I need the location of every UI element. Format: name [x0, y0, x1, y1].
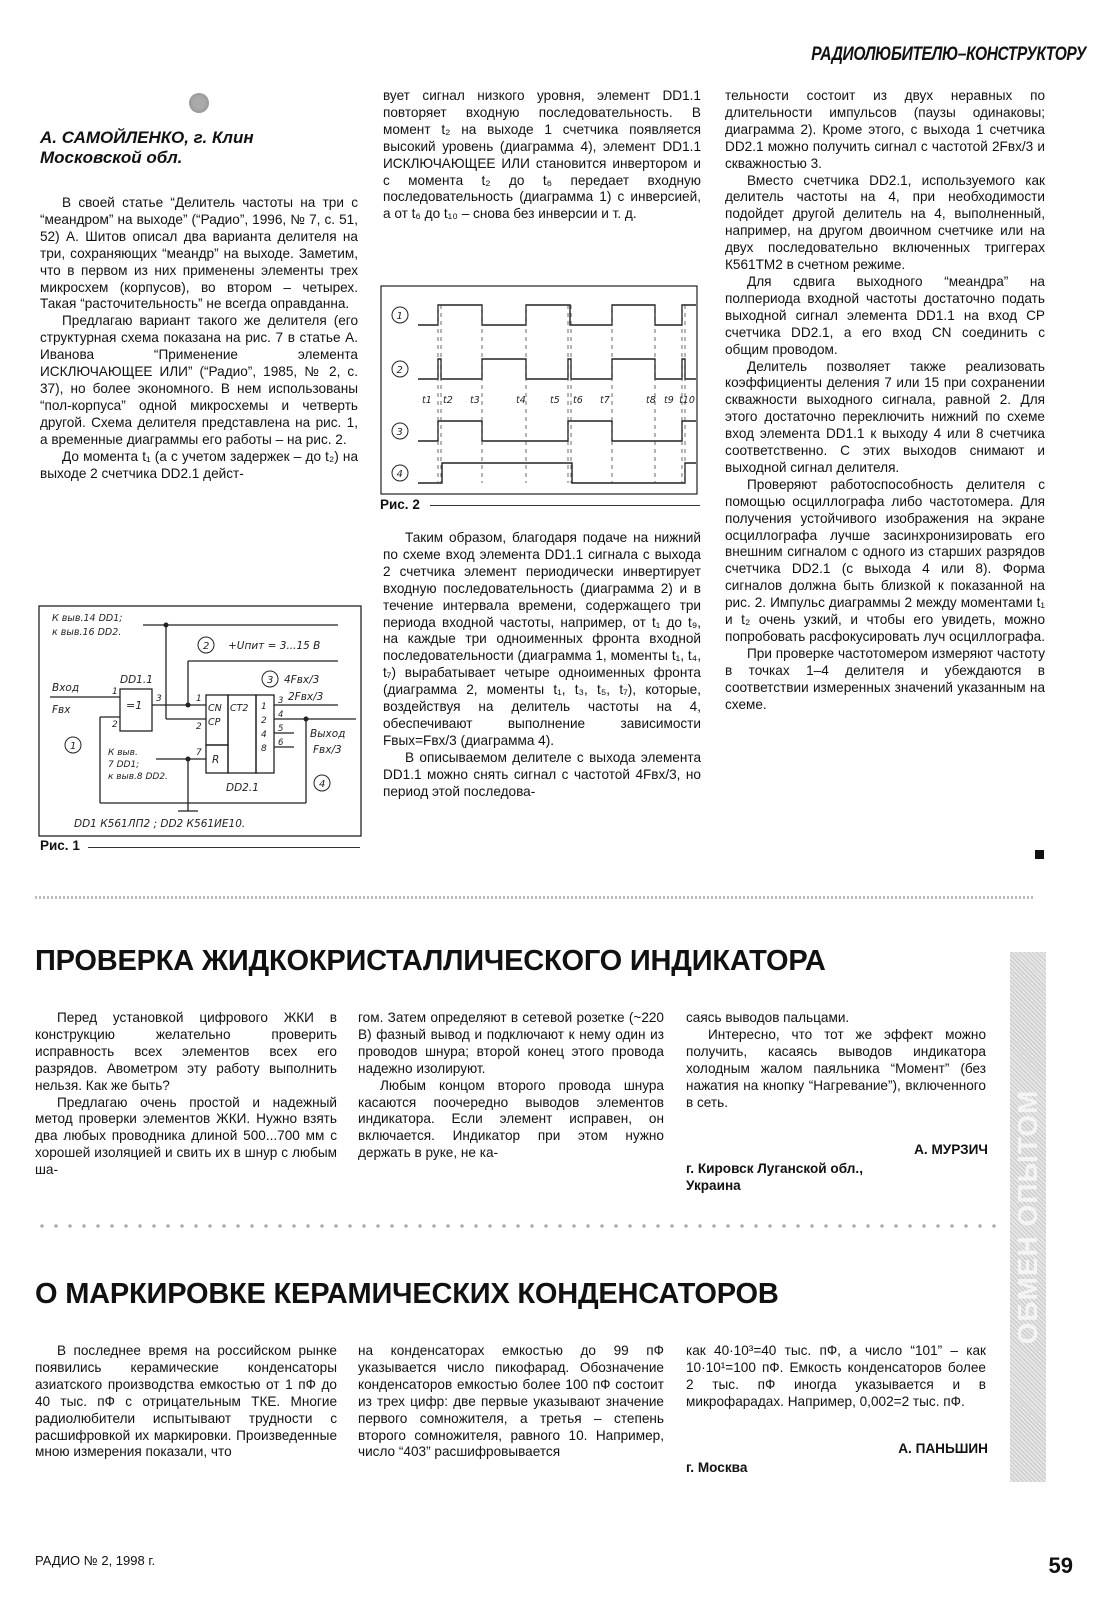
- article3-column-2: [358, 1343, 664, 1461]
- time-mark-t4: t4: [516, 395, 526, 406]
- paragraph: В последнее время на российском рынке появились керамические конденсаторы азиатского производства емкостью от 1 пФ до 40 тыс. пФ с отрицательным ТКЕ. Многие радиолюбители испытывают трудности с расшифровкой их маркировки. Произведенные мною измерения показали, что: [35, 1343, 337, 1460]
- paragraph: гом. Затем определяют в сетевой розетке (~220 В) фазный вывод и подключают к нему один из проводов шнура; второй конец этого провода надежно изолируют.: [358, 1010, 664, 1076]
- pin-label: 7: [196, 748, 202, 758]
- article3-author: А. ПАНЬШИН: [898, 1441, 988, 1456]
- time-mark-t8: t8: [646, 395, 656, 406]
- paragraph: Перед установкой цифрового ЖКИ в конструкцию желательно проверить исправность всех элементов всех его разрядов. Авометром эту работу выполнить нельзя. Как же быть?: [35, 1010, 337, 1093]
- pin-label: 8: [261, 744, 267, 754]
- paragraph: Делитель позволяет также реализовать коэффициенты деления 7 или 15 при сохранении скважности выходного сигнала, равной 2. Для этого достаточно переключить нижний по схеме вход элемента DD1.1 к выходу 4 или 8 счетчика соответственно. С этих выходов снимают и выходной сигнал делителя.: [725, 358, 1045, 475]
- article2-author: А. МУРЗИЧ: [914, 1142, 988, 1157]
- article1-column-2-top: [383, 88, 701, 223]
- circuit-diagram: [38, 605, 362, 837]
- channel-label: 4: [396, 469, 403, 480]
- section-rubric: РАДИОЛЮБИТЕЛЮ–КОНСТРУКТОРУ: [811, 44, 1086, 65]
- paragraph: Предлагаю очень простой и надежный метод проверки элементов ЖКИ. Нужно взять два любых проводника длиной 500...700 мм с хорошей изоляцией и свить их в шнур с любым ша-: [35, 1094, 337, 1178]
- paragraph: Интересно, что тот же эффект можно получить, касаясь выводов индикатора холодным жалом паяльника “Момент” (без нажатия на кнопку “Нагревание”), включенного в сеть.: [686, 1026, 986, 1110]
- paragraph: саясь выводов пальцами.: [686, 1010, 850, 1025]
- article1-column-3: [725, 88, 1045, 714]
- fout-label: Fвх/3: [313, 744, 342, 756]
- pin-label: 1: [196, 694, 202, 704]
- point-label: 1: [70, 741, 77, 752]
- time-mark-t3: t3: [470, 395, 480, 406]
- article1-column-2-bottom: [383, 530, 701, 801]
- time-mark-t7: t7: [600, 395, 610, 406]
- input-label: Вход: [52, 682, 80, 694]
- figure-1-caption: Рис. 1: [40, 838, 80, 853]
- paragraph: Таким образом, благодаря подаче на нижний по схеме вход элемента DD1.1 сигнала с выхода 2 счетчика элемент периодически инвертирует входную последовательность (диаграмма 2) и в течение интервала времени, содержащего три периода входной частоты, например, от t₁ до t₉, на каждые три одноименных фронта входной последовательности (диаграмма 1, моменты t₁, t₄, t₇) вырабатывает четыре одноименных фронта (диаграмма 2, моменты t₁, t₃, t₅, t₇), которые, воздействуя на делитель частоты на 4, обеспечивают выполнение зависимости Fвых=Fвх/3 (диаграмма 4).: [383, 530, 701, 748]
- article2-column-2: [358, 1010, 664, 1162]
- cp-pin-label: CP: [208, 717, 221, 728]
- dotted-separator: [35, 1222, 1005, 1230]
- point-label: 3: [267, 675, 274, 686]
- pin-label: 4: [278, 710, 284, 720]
- waveform-2: [418, 359, 696, 379]
- paragraph: При проверке частотомером измеряют частоту в точках 1–4 делителя и убеждаются в соответствии измеренных значений указанным на схеме.: [725, 645, 1045, 712]
- article2-column-1: [35, 1010, 337, 1179]
- channel-label: 1: [396, 311, 403, 322]
- waveform-4: [418, 463, 696, 483]
- cn-pin-label: CN: [208, 703, 222, 714]
- xor-symbol: =1: [126, 699, 143, 712]
- article3-column-1: [35, 1343, 337, 1461]
- footer-issue: РАДИО № 2, 1998 г.: [35, 1553, 156, 1568]
- time-mark-t6: t6: [573, 395, 583, 406]
- pin-label: 1: [261, 702, 267, 712]
- time-mark-t1: t1: [422, 395, 432, 406]
- paragraph: В своей статье “Делитель частоты на три с “меандром” на выходе” (“Радио”, 1996, № 7, с. 51, 52) А. Шитов описал два варианта делителя на три, сохраняющих “меандр” на выходе. Заметим, что в первом из них применены элементы трех микросхем (корпусов), во втором – четырех. Такая “расточительность” не всегда оправданна.: [40, 195, 358, 312]
- bullet-dot-icon: [189, 93, 209, 113]
- pin-label: 5: [278, 724, 284, 734]
- caption-rule: [430, 505, 700, 506]
- power-note-1: К выв.14 DD1;: [52, 613, 123, 624]
- pin-label: 2: [112, 720, 118, 730]
- sidebar-label: ОБМЕН ОПЫТОМ: [1012, 1089, 1043, 1345]
- paragraph: Любым концом второго провода шнура касаются поочередно выводов элементов индикатора. Если элемент исправен, он включается. Индикатор при этом нужно держать в руке, не ка-: [358, 1077, 664, 1161]
- channel-label: 2: [396, 365, 403, 376]
- pin-label: 4: [261, 730, 267, 740]
- article3-location: г. Москва: [686, 1460, 748, 1475]
- article1-column-1: [40, 195, 358, 482]
- paragraph: Вместо счетчика DD2.1, используемого как делитель частоты на 4, при необходимости подойдет другой делитель на 4, выполненный, например, на другом двоичном счетчике или на двух последовательно включенных триггерах К561ТМ2 в счетном режиме.: [725, 172, 1045, 273]
- gnd-note-2: 7 DD1;: [108, 760, 140, 770]
- supply-label: +Uпит = 3...15 В: [228, 640, 321, 652]
- reset-pin-label: R: [212, 754, 220, 766]
- timing-diagram: [380, 285, 700, 495]
- figure-2-timing: [380, 285, 700, 495]
- gnd-note-1: К выв.: [108, 748, 138, 758]
- out-4f3-label: 4Fвх/3: [284, 674, 320, 686]
- pin-label: 3: [156, 694, 162, 704]
- point-label: 4: [319, 779, 326, 790]
- article2-title: ПРОВЕРКА ЖИДКОКРИСТАЛЛИЧЕСКОГО ИНДИКАТОРА: [35, 945, 826, 977]
- paragraph: Проверяют работоспособность делителя с помощью осциллографа либо частотомера. Для получения устойчивого изображения на экране осциллографа лучше засинхронизировать его внешним сигналом с одного из старших разрядов счетчика DD2.1 (с выхода 4 или 8). Форма сигналов должна быть близкой к показанной на рис. 2. Импульс диаграммы 2 между моментами t₁ и t₂ очень узкий, и чтобы его увидеть, можно попробовать расфокусировать луч осциллографа.: [725, 476, 1045, 644]
- channel-label: 3: [396, 427, 403, 438]
- end-of-article-mark: [1035, 850, 1044, 859]
- article2-column-3: [686, 1010, 986, 1111]
- dd1-label: DD1.1: [120, 674, 153, 686]
- page-number: 59: [1048, 1553, 1073, 1578]
- paragraph: вует сигнал низкого уровня, элемент DD1.1 повторяет входную последовательность. В момент t₂ на выходе 1 счетчика появляется высокий уровень (диаграмма 4), элемент DD1.1 ИСКЛЮЧАЮЩЕЕ ИЛИ становится инвертором и с момента t₂ до t₆ передает входную последовательность (диаграмма 1) с инверсией, а от t₆ до t₁₀ – снова без инверсии и т. д.: [383, 88, 701, 222]
- time-mark-t9: t9: [664, 395, 674, 406]
- power-note-2: к выв.16 DD2.: [52, 627, 122, 638]
- pin-label: 3: [278, 696, 284, 706]
- figure-2-caption: Рис. 2: [380, 497, 420, 512]
- output-label: Выход: [310, 728, 346, 740]
- caption-rule: [88, 847, 360, 848]
- pin-label: 1: [112, 687, 118, 697]
- parts-list: DD1 К561ЛП2 ; DD2 К561ИЕ10.: [74, 818, 246, 830]
- time-mark-t2: t2: [443, 395, 453, 406]
- pin-label: 6: [278, 738, 284, 748]
- article1-byline: А. САМОЙЛЕНКО, г. Клин Московской обл.: [40, 128, 254, 167]
- article2-location: г. Кировск Луганской обл., Украина: [686, 1161, 863, 1193]
- paragraph: Для сдвига выходного “меандра” на полпериода входной частоты достаточно подать выходной сигнал элемента DD1.1 на вход CP счетчика DD2.1, а его вход CN соединить с общим проводом.: [725, 273, 1045, 357]
- paragraph: на конденсаторах емкостью до 99 пФ указывается число пикофарад. Обозначение конденсаторов емкостью более 100 пФ состоит из трех цифр: две первые указывают значение первого сомножителя, а третья – степень второго сомножителя, равного 10. Например, число “403” расшифровывается: [358, 1343, 664, 1460]
- pin-label: 2: [261, 716, 267, 726]
- paragraph: тельности состоит из двух неравных по длительности импульсов (паузы одинаковы; диаграмма 2). Кроме этого, с выхода 1 счетчика DD2.1 можно получить сигнал с частотой 2Fвх/3 и скважностью 3.: [725, 88, 1045, 171]
- ct2-label: CT2: [230, 703, 249, 714]
- dd2-label: DD2.1: [226, 782, 259, 794]
- figure-1-circuit: [38, 605, 362, 837]
- point-label: 2: [203, 641, 210, 652]
- paragraph: Предлагаю вариант такого же делителя (его структурная схема показана на рис. 7 в статье А. Иванова “Применение элемента ИСКЛЮЧАЮЩЕЕ ИЛИ” (“Радио”, 1985, № 2, с. 37), но более экономного. В нем использованы “пол-корпуса” одной микросхемы и четверть другой. Схема делителя представлена на рис. 1, а временные диаграммы его работы – на рис. 2.: [40, 313, 358, 447]
- paragraph: В описываемом делителе с выхода элемента DD1.1 можно снять сигнал с частотой 4Fвх/3, но период этой последова-: [383, 749, 701, 799]
- time-mark-t10: t10: [679, 395, 695, 406]
- out-2f3-label: 2Fвх/3: [288, 691, 324, 703]
- time-mark-t5: t5: [550, 395, 560, 406]
- paragraph: До момента t₁ (а с учетом задержек – до t₂) на выходе 2 счетчика DD2.1 дейст-: [40, 448, 358, 481]
- fin-label: Fвх: [52, 704, 71, 716]
- article3-column-3: [686, 1343, 986, 1411]
- article3-title: О МАРКИРОВКЕ КЕРАМИЧЕСКИХ КОНДЕНСАТОРОВ: [35, 1278, 779, 1310]
- pin-label: 2: [196, 722, 202, 732]
- section-divider: [35, 896, 1035, 899]
- waveform-3: [418, 421, 696, 441]
- waveform-1: [418, 305, 696, 325]
- gnd-note-3: к выв.8 DD2.: [108, 772, 168, 782]
- paragraph: как 40·10³=40 тыс. пФ, а число “101” – как 10·10¹=100 пФ. Емкость конденсаторов более 2 тыс. пФ иногда указывается и в микрофарадах. Например, 0,002=2 тыс. пФ.: [686, 1343, 986, 1409]
- section-sidebar-tab: [1010, 952, 1046, 1482]
